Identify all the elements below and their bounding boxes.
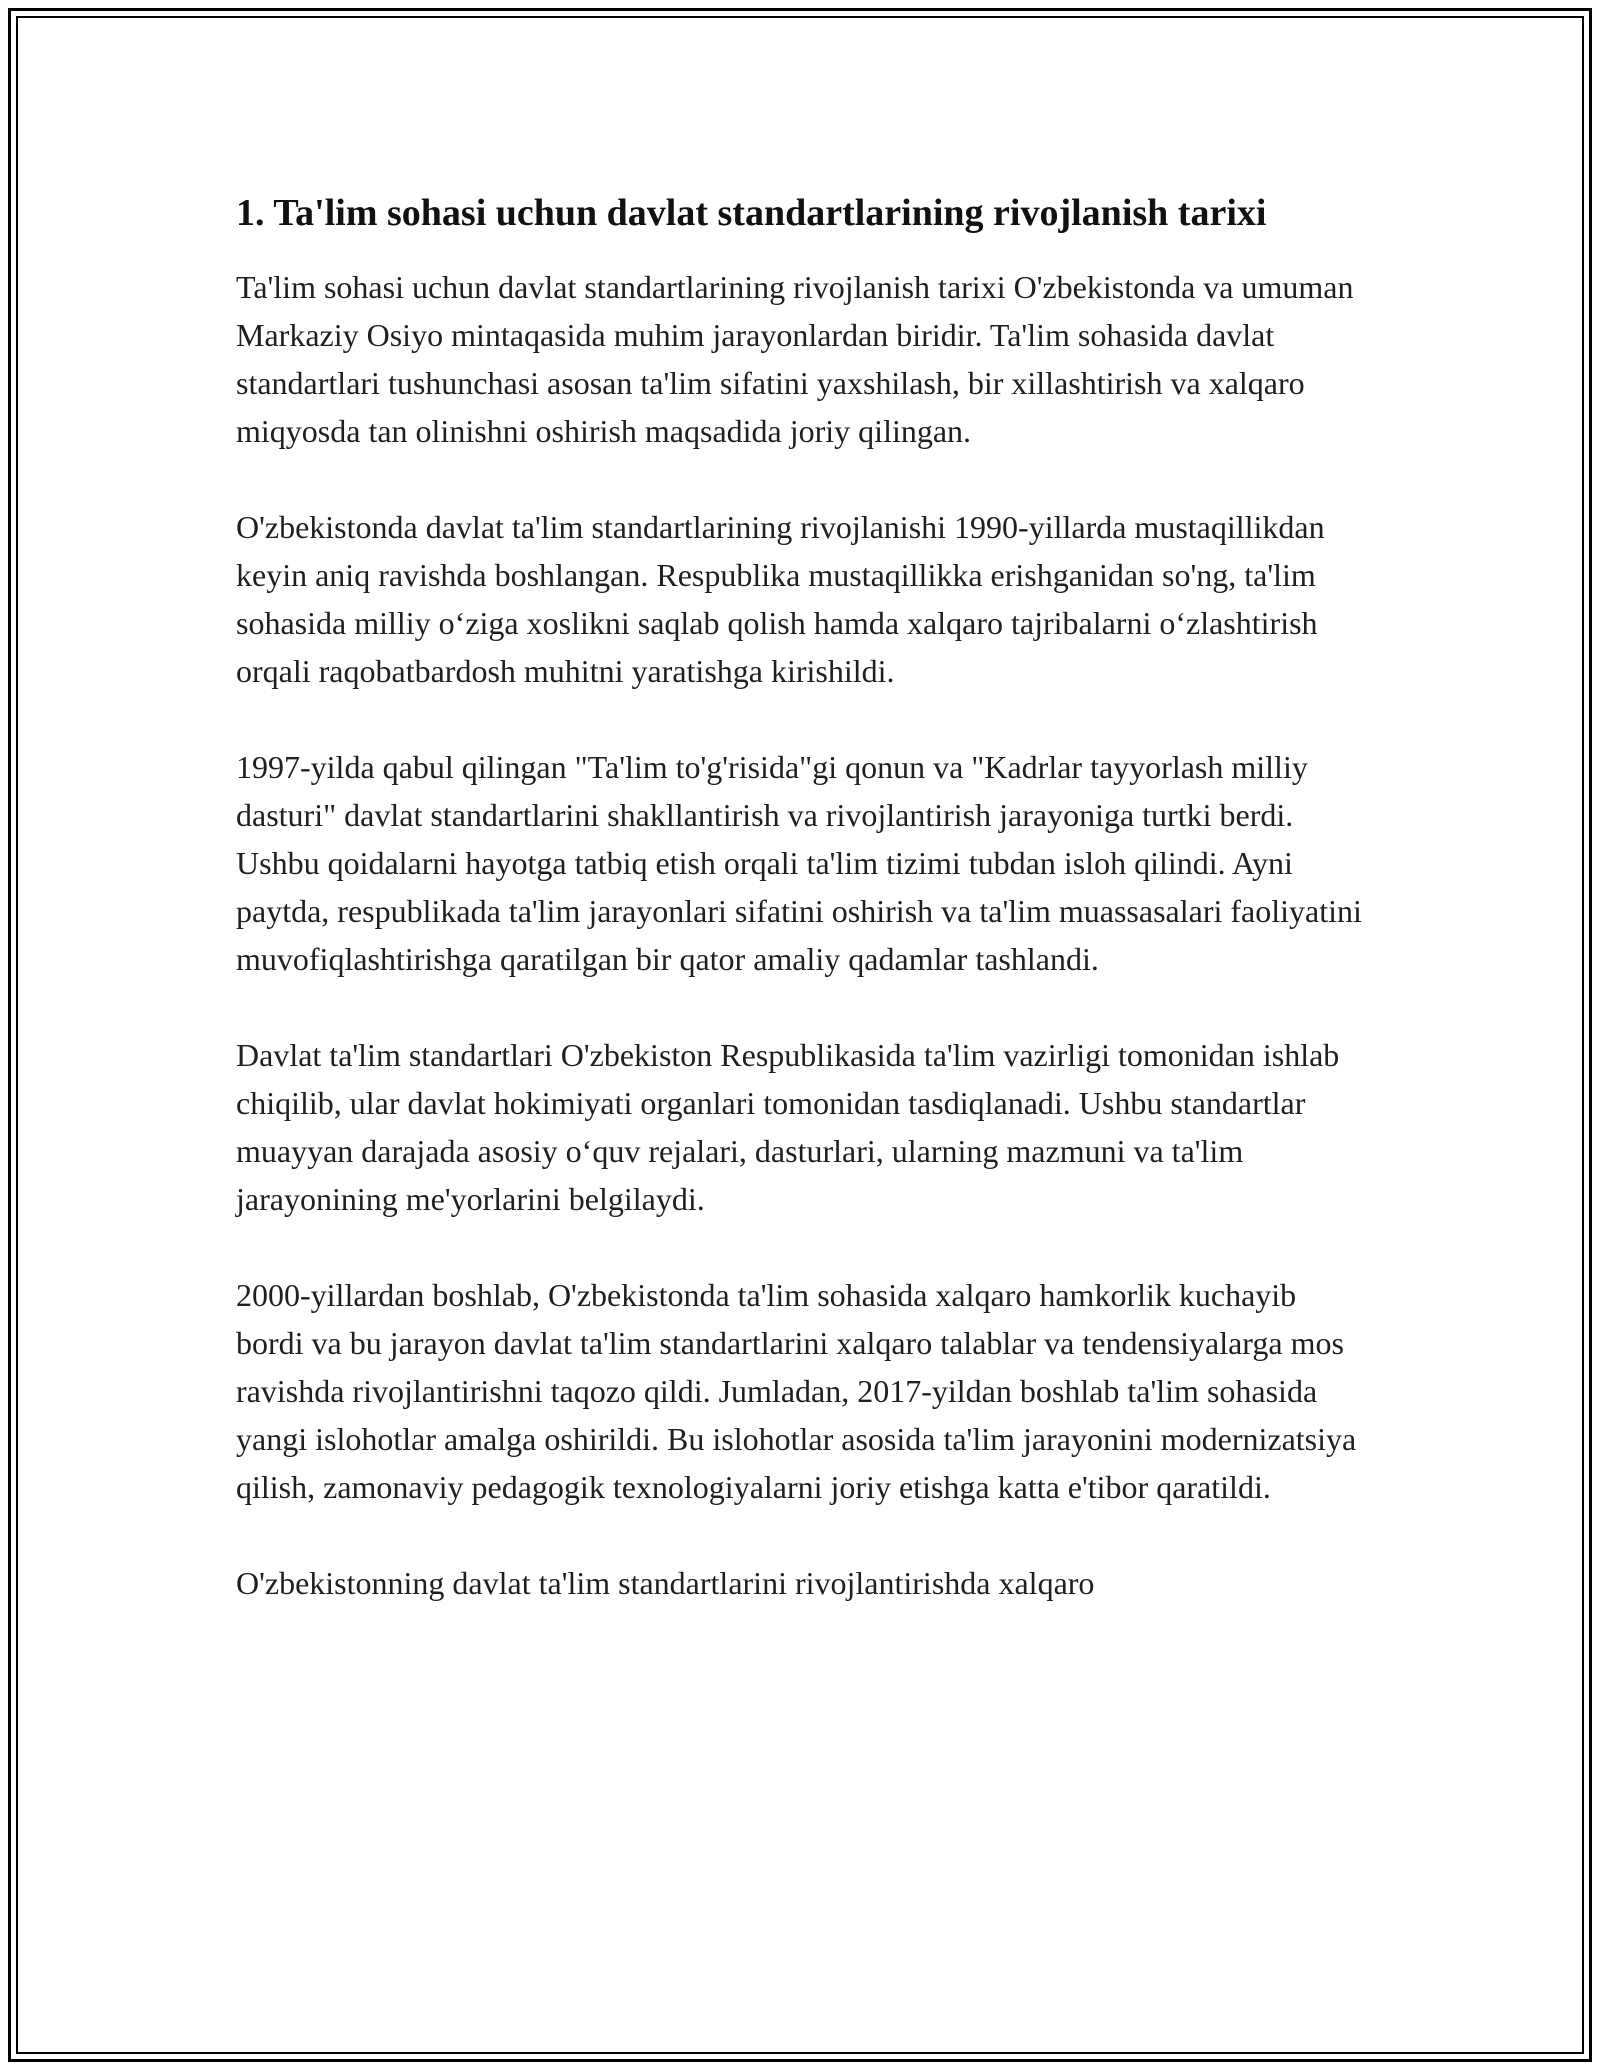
section-heading: 1. Ta'lim sohasi uchun davlat standartlarining rivojlanish tarixi: [236, 192, 1267, 234]
paragraph-2: O'zbekistonda davlat ta'lim standartlarining rivojlanishi 1990-yillarda mustaqillikdan keyin aniq ravishda boshlangan. Respublika mustaqillikka erishganidan so'ng, ta'lim sohasida milliy o‘ziga xoslikni saqlab qolish hamda xalqaro tajribalarni o‘zlashtirish orqali raqobatbardosh muhitni yaratishga kirishildi.: [236, 509, 1325, 689]
paragraph-6: O'zbekistonning davlat ta'lim standartlarini rivojlantirishda xalqaro: [236, 1565, 1095, 1601]
document-page: [236, 186, 1366, 1655]
paragraph-5: 2000-yillardan boshlab, O'zbekistonda ta'lim sohasida xalqaro hamkorlik kuchayib bordi va bu jarayon davlat ta'lim standartlarini xalqaro talablar va tendensiyalarga mos ravishda rivojlantirishni taqozo qildi. Jumladan, 2017-yildan boshlab ta'lim sohasida yangi islohotlar amalga oshirildi. Bu islohotlar asosida ta'lim jarayonini modernizatsiya qilish, zamonaviy pedagogik texnologiyalarni joriy etishga katta e'tibor qaratildi.: [236, 1277, 1357, 1505]
paragraph-1: Ta'lim sohasi uchun davlat standartlarining rivojlanish tarixi O'zbekistonda va umuman Markaziy Osiyo mintaqasida muhim jarayonlardan biridir. Ta'lim sohasida davlat standartlari tushunchasi asosan ta'lim sifatini yaxshilash, bir xillashtirish va xalqaro miqyosda tan olinishni oshirish maqsadida joriy qilingan.: [236, 269, 1354, 449]
paragraph-3: 1997-yilda qabul qilingan "Ta'lim to'g'risida"gi qonun va "Kadrlar tayyorlash milliy dasturi" davlat standartlarini shakllantirish va rivojlantirish jarayoniga turtki berdi. Ushbu qoidalarni hayotga tatbiq etish orqali ta'lim tizimi tubdan isloh qilindi. Ayni paytda, respublikada ta'lim jarayonlari sifatini oshirish va ta'lim muassasalari faoliyatini muvofiqlashtirishga qaratilgan bir qator amaliy qadamlar tashlandi.: [236, 749, 1362, 977]
paragraph-4: Davlat ta'lim standartlari O'zbekiston Respublikasida ta'lim vazirligi tomonidan ishlab chiqilib, ular davlat hokimiyati organlari tomonidan tasdiqlanadi. Ushbu standartlar muayyan darajada asosiy o‘quv rejalari, dasturlari, ularning mazmuni va ta'lim jarayonining me'yorlarini belgilaydi.: [236, 1037, 1340, 1217]
